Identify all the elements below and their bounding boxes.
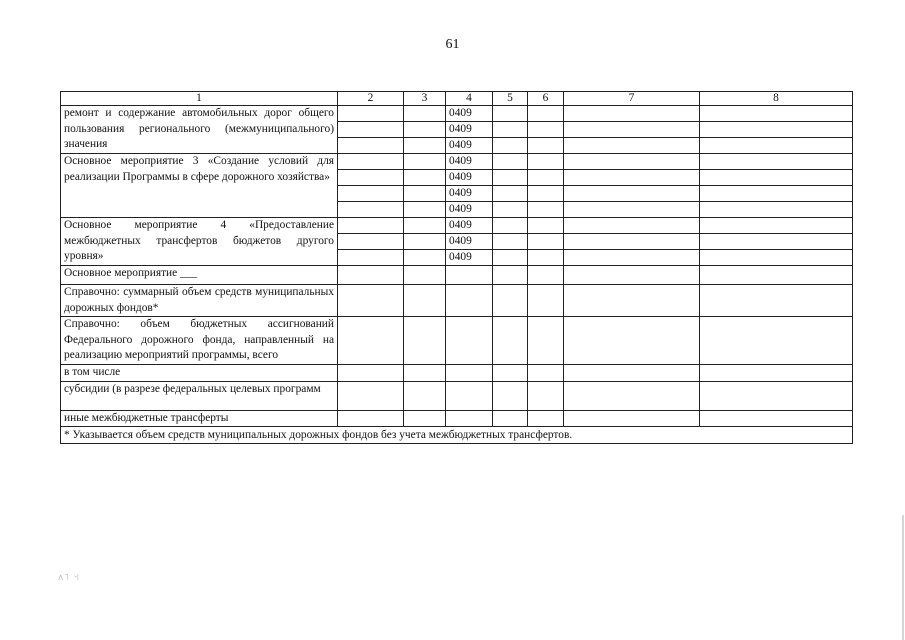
table-cell: [528, 154, 564, 170]
table-cell: [700, 250, 853, 266]
row-label-reference-fund: Справочно: суммарный объем средств муниципальных дорожных фондов*: [61, 285, 338, 317]
row-label-other-transfers: иные межбюджетные трансферты: [61, 410, 338, 427]
budget-code-cell: 0409: [446, 106, 493, 122]
column-header: 2: [338, 92, 404, 106]
table-cell: [338, 234, 404, 250]
table-cell: [404, 266, 446, 285]
table-cell: [493, 266, 528, 285]
table-cell: [338, 106, 404, 122]
program-funding-table: [60, 91, 853, 444]
table-cell: [564, 266, 700, 285]
table-cell: [528, 202, 564, 218]
row-label-activity-blank: Основное мероприятие ___: [61, 266, 338, 285]
row-label-activity-4: Основное мероприятие 4 «Предоставление межбюджетных трансфертов бюджетов другого уровня»: [61, 218, 338, 266]
row-label-including: в том числе: [61, 364, 338, 381]
table-cell: [338, 202, 404, 218]
page-number: 61: [445, 37, 460, 52]
row-label-reference-federal: Справочно: объем бюджетных ассигнований Федерального дорожного фонда, направленный на реализацию мероприятий программы, всего: [61, 317, 338, 365]
table-cell: [528, 317, 564, 365]
table-cell: [493, 317, 528, 365]
table-cell: [564, 170, 700, 186]
table-cell: [404, 410, 446, 427]
table-cell: [528, 170, 564, 186]
table-row: [61, 381, 853, 410]
table-cell: [493, 410, 528, 427]
table-cell: [528, 266, 564, 285]
table-cell: [564, 234, 700, 250]
table-cell: [493, 381, 528, 410]
table-cell: [493, 186, 528, 202]
table-cell: [404, 106, 446, 122]
column-header: 1: [61, 92, 338, 106]
table-cell: [338, 381, 404, 410]
column-header: 5: [493, 92, 528, 106]
table-cell: [564, 317, 700, 365]
table-cell: [700, 170, 853, 186]
table-cell: [564, 106, 700, 122]
table-cell: [564, 285, 700, 317]
table-cell: [404, 218, 446, 234]
column-header: 8: [700, 92, 853, 106]
table-row: [61, 285, 853, 317]
table-cell: [700, 186, 853, 202]
table-cell: [338, 218, 404, 234]
budget-code-cell: 0409: [446, 154, 493, 170]
table-cell: [446, 364, 493, 381]
table-cell: [404, 122, 446, 138]
table-cell: [338, 266, 404, 285]
budget-code-cell: 0409: [446, 202, 493, 218]
table-cell: [338, 186, 404, 202]
table-cell: [404, 250, 446, 266]
table-cell: [700, 122, 853, 138]
table-cell: [493, 106, 528, 122]
table-cell: [564, 186, 700, 202]
table-cell: [493, 250, 528, 266]
column-number-row: [61, 92, 853, 106]
table-cell: [700, 381, 853, 410]
table-cell: [338, 122, 404, 138]
table-cell: [404, 202, 446, 218]
table-row: [61, 410, 853, 427]
table-cell: [446, 266, 493, 285]
table-cell: [404, 154, 446, 170]
table-cell: [528, 122, 564, 138]
table-cell: [564, 381, 700, 410]
budget-code-cell: 0409: [446, 138, 493, 154]
table-cell: [338, 364, 404, 381]
budget-code-cell: 0409: [446, 186, 493, 202]
column-header: 7: [564, 92, 700, 106]
table-cell: [700, 218, 853, 234]
table-cell: [446, 410, 493, 427]
table-cell: [338, 250, 404, 266]
table-cell: [528, 138, 564, 154]
table-cell: [564, 364, 700, 381]
column-header: 3: [404, 92, 446, 106]
table-cell: [404, 170, 446, 186]
table-cell: [338, 317, 404, 365]
table-cell: [493, 234, 528, 250]
table-cell: [700, 410, 853, 427]
column-header: 6: [528, 92, 564, 106]
table-cell: [528, 250, 564, 266]
table-row: [61, 218, 853, 234]
budget-code-cell: 0409: [446, 250, 493, 266]
table-cell: [564, 138, 700, 154]
table-cell: [493, 202, 528, 218]
budget-code-cell: 0409: [446, 170, 493, 186]
table-cell: [700, 154, 853, 170]
table-cell: [493, 170, 528, 186]
table-cell: [700, 234, 853, 250]
table-cell: [493, 154, 528, 170]
scan-edge-line: [902, 515, 904, 640]
table-cell: [564, 154, 700, 170]
table-cell: [528, 218, 564, 234]
table-cell: [700, 106, 853, 122]
table-cell: [338, 285, 404, 317]
table-cell: [446, 381, 493, 410]
table-cell: [564, 202, 700, 218]
table-cell: [700, 364, 853, 381]
table-row: [61, 154, 853, 170]
table-row: [61, 317, 853, 365]
table-cell: [404, 138, 446, 154]
table-cell: [338, 410, 404, 427]
table-row: [61, 364, 853, 381]
budget-code-cell: 0409: [446, 234, 493, 250]
table-cell: [564, 122, 700, 138]
footnote-text: * Указывается объем средств муниципальных дорожных фондов без учета межбюджетных трансфертов.: [61, 427, 853, 444]
table-cell: [700, 266, 853, 285]
row-label-activity-3: Основное мероприятие 3 «Создание условий для реализации Программы в сфере дорожного хозяйства»: [61, 154, 338, 218]
table-cell: [528, 186, 564, 202]
table-cell: [528, 410, 564, 427]
budget-code-cell: 0409: [446, 218, 493, 234]
table-cell: [564, 410, 700, 427]
column-header: 4: [446, 92, 493, 106]
table-cell: [528, 381, 564, 410]
table-cell: [493, 218, 528, 234]
footnote-row: [61, 427, 853, 444]
scan-artifact-mark: ʌ˥ ˦˧: [58, 573, 81, 583]
row-label-road-maintenance: ремонт и содержание автомобильных дорог общего пользования регионального (межмуниципального) значения: [61, 106, 338, 154]
table-cell: [528, 234, 564, 250]
table-cell: [700, 138, 853, 154]
table-cell: [564, 218, 700, 234]
table-cell: [564, 250, 700, 266]
table-cell: [700, 285, 853, 317]
table-cell: [404, 381, 446, 410]
table-cell: [404, 234, 446, 250]
table-cell: [446, 317, 493, 365]
table-cell: [404, 317, 446, 365]
table-row: [61, 106, 853, 122]
table-cell: [528, 364, 564, 381]
table-cell: [528, 106, 564, 122]
row-label-subsidies: субсидии (в разрезе федеральных целевых программ: [61, 381, 338, 410]
table-cell: [338, 154, 404, 170]
table-cell: [338, 170, 404, 186]
table-cell: [700, 317, 853, 365]
table-cell: [700, 202, 853, 218]
table-cell: [528, 285, 564, 317]
table-cell: [404, 186, 446, 202]
table-cell: [493, 122, 528, 138]
table-cell: [338, 138, 404, 154]
table-cell: [493, 285, 528, 317]
table-cell: [404, 364, 446, 381]
table-cell: [493, 138, 528, 154]
table-cell: [404, 285, 446, 317]
table-cell: [493, 364, 528, 381]
budget-code-cell: 0409: [446, 122, 493, 138]
table-row: [61, 266, 853, 285]
table-cell: [446, 285, 493, 317]
